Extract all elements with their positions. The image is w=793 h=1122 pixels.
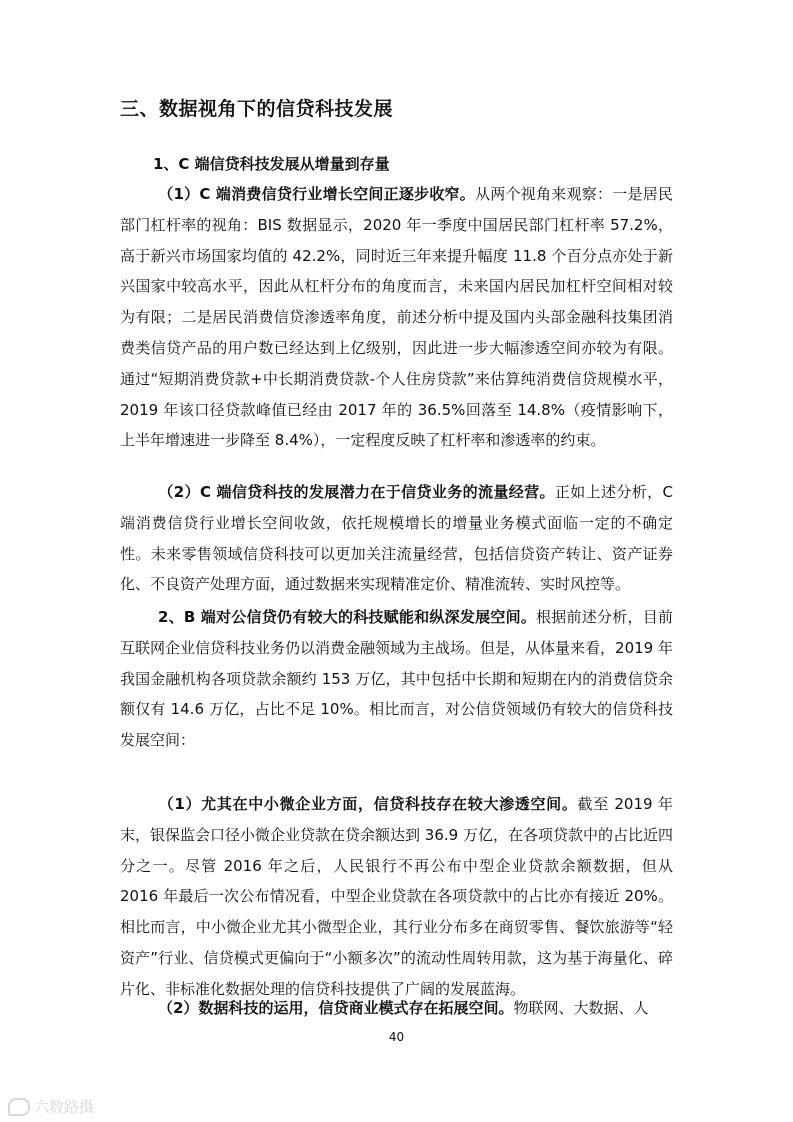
paragraph-1-lead: （1）C 端消费信贷行业增长空间正逐步收窄。 xyxy=(158,185,476,203)
paragraph-2-body: 正如上述分析，C 端消费信贷行业增长空间收敛，依托规模增长的增量业务模式面临一定的不确定性。未来零售领域信贷科技可以更加关注流量经营，包括信贷资产转让、资产证券化、不良资产处理方面，通过数据来实现精准定价、精准流转、实时风控等。 xyxy=(120,483,673,594)
paragraph-4-lead: （1）尤其在中小微企业方面，信贷科技存在较大渗透空间。 xyxy=(158,795,578,813)
watermark xyxy=(8,1096,94,1117)
paragraph-4 xyxy=(120,789,673,1005)
paragraph-3-lead: 2、B 端对公信贷仍有较大的科技赋能和纵深发展空间。 xyxy=(158,608,537,626)
paragraph-3 xyxy=(120,602,673,756)
paragraph-2-lead: （2）C 端信贷科技的发展潜力在于信贷业务的流量经营。 xyxy=(158,483,555,501)
paragraph-5-lead: （2）数据科技的运用，信贷商业模式存在拓展空间。 xyxy=(158,999,514,1017)
paragraph-5-body: 物联网、大数据、人 xyxy=(513,999,649,1017)
chat-bubble-icon xyxy=(8,1098,30,1116)
paragraph-4-body: 截至 2019 年末，银保监会口径小微企业贷款在贷余额达到 36.9 万亿，在各项贷款中的占比近四分之一。尽管 2016 年之后，人民银行不再公布中型企业贷款余额数据，但从 2016 年最后一次公布情况看，中型企业贷款在各项贷款中的占比亦有接近 20%。相比而言，中小微企业尤其小微型企业，其行业分布多在商贸零售、餐饮旅游等“轻资产”行业、信贷模式更偏向于“小额多次”的流动性周转用款，这为基于海量化、碎片化、非标准化数据处理的信贷科技提供了广阔的发展蓝海。 xyxy=(120,795,673,998)
paragraph-5 xyxy=(120,993,673,1024)
subsection-heading: 1、C 端信贷科技发展从增量到存量 xyxy=(153,155,390,173)
section-title: 三、数据视角下的信贷科技发展 xyxy=(120,98,394,120)
page-number: 40 xyxy=(388,1030,405,1044)
paragraph-2 xyxy=(120,477,673,600)
paragraph-3-body: 根据前述分析，目前互联网企业信贷科技业务仍以消费金融领域为主战场。但是，从体量来看，2019 年我国金融机构各项贷款余额约 153 万亿，其中包括中长期和短期在内的消费信贷余额仅有 14.6 万亿，占比不足 10%。相比而言，对公信贷领域仍有较大的信贷科技发展空间： xyxy=(120,608,673,750)
paragraph-1 xyxy=(120,179,673,456)
watermark-text: 六数路摄 xyxy=(34,1098,95,1116)
paragraph-1-body: 从两个视角来观察：一是居民部门杠杆率的视角：BIS 数据显示，2020 年一季度中国居民部门杠杆率 57.2%，高于新兴市场国家均值的 42.2%，同时近三年来提升幅度 11.8 个百分点亦处于新兴国家中较高水平，因此从杠杆分布的角度而言，未来国内居民加杠杆空间相对较为有限；二是居民消费信贷渗透率角度，前述分析中提及国内头部金融科技集团消费类信贷产品的用户数已经达到上亿级别，因此进一步大幅渗透空间亦较为有限。通过“短期消费贷款+中长期消费贷款-个人住房贷款”来估算纯消费信贷规模水平，2019 年该口径贷款峰值已经由 2017 年的 36.5%回落至 14.8%（疫情影响下，上半年增速进一步降至 8.4%），一定程度反映了杠杆率和渗透率的约束。 xyxy=(120,185,673,450)
